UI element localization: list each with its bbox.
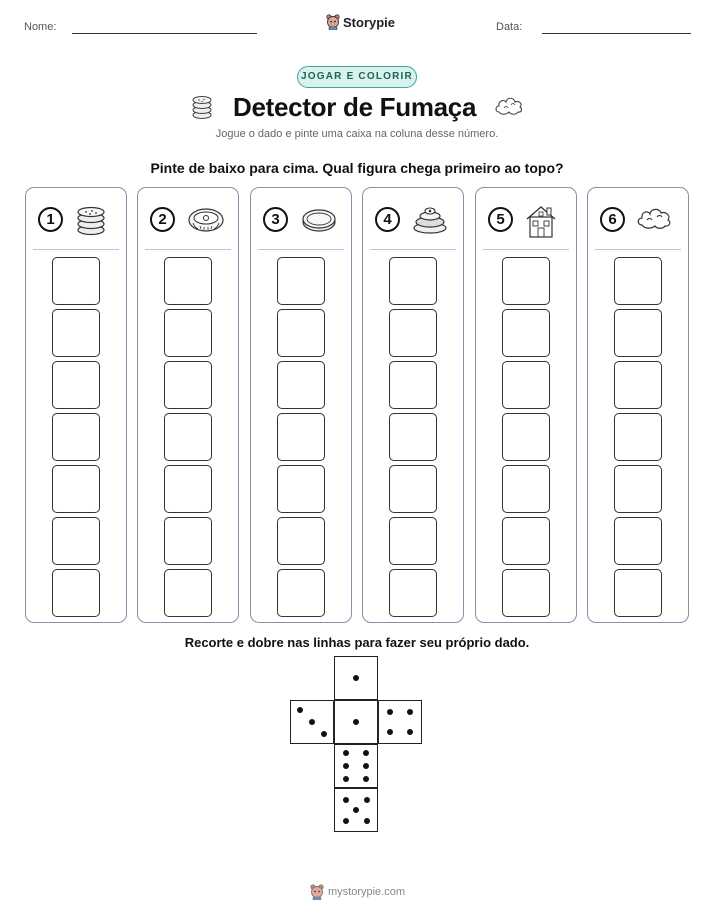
color-box[interactable] — [164, 309, 212, 357]
brand-logo — [326, 14, 395, 30]
color-box[interactable] — [389, 361, 437, 409]
column-1 — [25, 187, 127, 623]
color-box[interactable] — [164, 413, 212, 461]
die-pip — [309, 719, 315, 725]
color-box[interactable] — [277, 413, 325, 461]
column-header — [263, 203, 341, 239]
color-box[interactable] — [164, 257, 212, 305]
storypie-mascot-icon — [326, 14, 340, 30]
color-box[interactable] — [389, 413, 437, 461]
color-box[interactable] — [614, 257, 662, 305]
smoke-cloud-icon — [636, 203, 674, 238]
die-face-1 — [334, 656, 378, 700]
die-pip — [363, 776, 369, 782]
die-face-1 — [334, 700, 378, 744]
column-header — [488, 203, 566, 239]
column-divider — [483, 249, 569, 250]
name-line — [72, 33, 257, 34]
color-box[interactable] — [277, 257, 325, 305]
color-box[interactable] — [614, 569, 662, 617]
column-number: 3 — [263, 207, 288, 232]
instruction: Pinte de baixo para cima. Qual figura chega primeiro ao topo? — [150, 160, 564, 176]
smoke-detector-icon — [186, 203, 226, 242]
color-box[interactable] — [52, 361, 100, 409]
die-pip — [343, 763, 349, 769]
coin-icon — [299, 203, 339, 242]
die-face-6 — [334, 744, 378, 788]
color-box[interactable] — [164, 569, 212, 617]
column-divider — [145, 249, 231, 250]
color-box[interactable] — [614, 361, 662, 409]
die-pip — [407, 709, 413, 715]
color-box[interactable] — [389, 517, 437, 565]
color-box[interactable] — [277, 361, 325, 409]
category-badge: JOGAR E COLORIR — [297, 66, 417, 88]
color-box[interactable] — [389, 257, 437, 305]
page-title: Detector de Fumaça — [233, 92, 477, 122]
subtitle: Jogue o dado e pinte uma caixa na coluna desse número. — [215, 128, 499, 140]
die-pip — [353, 675, 359, 681]
color-box[interactable] — [277, 517, 325, 565]
name-label: Nome: — [24, 21, 57, 33]
color-box[interactable] — [389, 465, 437, 513]
color-box[interactable] — [502, 569, 550, 617]
date-label: Data: — [496, 21, 523, 33]
color-box[interactable] — [614, 309, 662, 357]
color-box[interactable] — [164, 517, 212, 565]
die-pip — [363, 763, 369, 769]
color-box[interactable] — [52, 569, 100, 617]
detector-stack-icon — [411, 203, 449, 242]
column-number: 2 — [150, 207, 175, 232]
color-box[interactable] — [614, 517, 662, 565]
die-pip — [353, 719, 359, 725]
color-box[interactable] — [389, 569, 437, 617]
color-box[interactable] — [502, 361, 550, 409]
cookie-stack-icon — [74, 203, 108, 242]
die-pip — [363, 750, 369, 756]
column-header — [38, 203, 116, 239]
column-number: 4 — [375, 207, 400, 232]
column-divider — [595, 249, 681, 250]
column-divider — [33, 249, 119, 250]
cut-instruction: Recorte e dobre nas linhas para fazer seu próprio dado. — [184, 635, 530, 650]
color-box[interactable] — [164, 465, 212, 513]
date-line — [542, 33, 691, 34]
color-box[interactable] — [52, 309, 100, 357]
footer-url: mystorypie.com — [328, 886, 406, 898]
cookie-stack-icon — [191, 94, 213, 120]
die-pip — [343, 797, 349, 803]
house-icon — [524, 203, 558, 244]
column-divider — [370, 249, 456, 250]
smoke-cloud-icon — [494, 94, 524, 118]
die-face-4 — [378, 700, 422, 744]
die-pip — [343, 750, 349, 756]
color-box[interactable] — [277, 465, 325, 513]
color-box[interactable] — [277, 569, 325, 617]
header — [0, 14, 714, 44]
die-face-5 — [334, 788, 378, 832]
column-4 — [362, 187, 464, 623]
color-box[interactable] — [52, 413, 100, 461]
die-face-3 — [290, 700, 334, 744]
column-2 — [137, 187, 239, 623]
brand-name: Storypie — [343, 14, 396, 30]
color-box[interactable] — [277, 309, 325, 357]
color-box[interactable] — [502, 517, 550, 565]
column-3 — [250, 187, 352, 623]
die-pip — [364, 797, 370, 803]
footer — [310, 884, 405, 900]
die-pip — [387, 729, 393, 735]
color-box[interactable] — [502, 309, 550, 357]
column-6 — [587, 187, 689, 623]
color-box[interactable] — [502, 413, 550, 461]
column-5 — [475, 187, 577, 623]
column-header — [150, 203, 228, 239]
die-pip — [353, 807, 359, 813]
color-box[interactable] — [502, 257, 550, 305]
color-box[interactable] — [52, 465, 100, 513]
column-number: 5 — [488, 207, 513, 232]
color-box[interactable] — [614, 465, 662, 513]
die-pip — [297, 707, 303, 713]
column-header — [375, 203, 453, 239]
die-pip — [407, 729, 413, 735]
column-divider — [258, 249, 344, 250]
color-box[interactable] — [164, 361, 212, 409]
color-box[interactable] — [502, 465, 550, 513]
title-row — [0, 90, 714, 126]
color-box[interactable] — [614, 413, 662, 461]
storypie-mascot-icon — [310, 884, 324, 900]
column-header — [600, 203, 678, 239]
color-box[interactable] — [52, 257, 100, 305]
die-pip — [343, 818, 349, 824]
color-box[interactable] — [52, 517, 100, 565]
column-number: 6 — [600, 207, 625, 232]
die-pip — [364, 818, 370, 824]
die-pip — [387, 709, 393, 715]
color-box[interactable] — [389, 309, 437, 357]
die-pip — [343, 776, 349, 782]
column-number: 1 — [38, 207, 63, 232]
die-pip — [321, 731, 327, 737]
